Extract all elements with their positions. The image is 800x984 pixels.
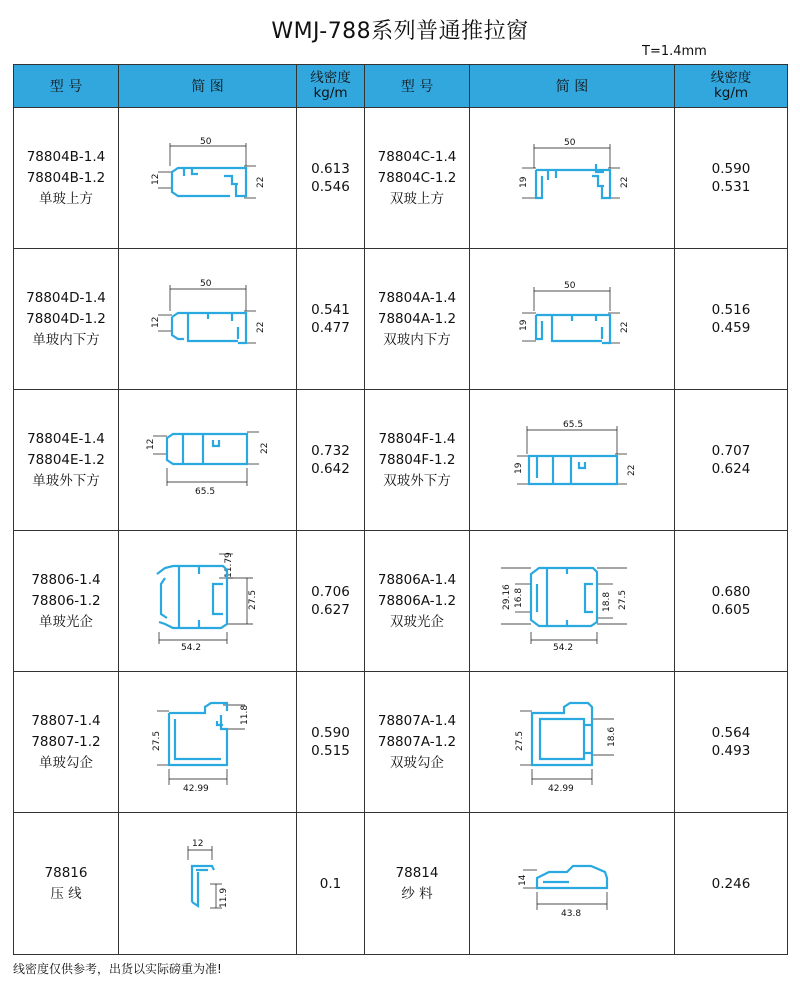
density-cell: 0.590 0.531 bbox=[675, 108, 788, 249]
profile-double-plain-stile-icon bbox=[470, 531, 675, 672]
svg-text:22: 22 bbox=[627, 464, 637, 476]
model-cell: 78806-1.4 78806-1.2 单玻光企 bbox=[14, 531, 119, 672]
svg-text:11.9: 11.9 bbox=[218, 887, 229, 908]
svg-text:22: 22 bbox=[259, 442, 270, 454]
svg-text:11.79: 11.79 bbox=[223, 552, 234, 578]
svg-text:27.5: 27.5 bbox=[151, 730, 162, 751]
density-cell: 0.516 0.459 bbox=[675, 249, 788, 390]
glazing-bead-icon bbox=[119, 813, 297, 955]
table-row bbox=[14, 672, 788, 813]
svg-text:16.8: 16.8 bbox=[514, 587, 524, 608]
svg-text:11.8: 11.8 bbox=[239, 704, 250, 725]
density-cell: 0.541 0.477 bbox=[297, 249, 365, 390]
model-cell: 78804A-1.4 78804A-1.2 双玻内下方 bbox=[365, 249, 470, 390]
page-title: WMJ-788系列普通推拉窗 bbox=[271, 19, 529, 44]
table-row bbox=[14, 108, 788, 249]
density-cell: 0.707 0.624 bbox=[675, 390, 788, 531]
thickness-label: T=1.4mm bbox=[642, 44, 707, 59]
table-row bbox=[14, 531, 788, 672]
svg-text:22: 22 bbox=[255, 176, 266, 188]
svg-text:12: 12 bbox=[150, 173, 161, 185]
table-row bbox=[14, 390, 788, 531]
model-cell: 78814 纱 料 bbox=[365, 813, 470, 955]
svg-text:19: 19 bbox=[519, 319, 529, 331]
svg-text:22: 22 bbox=[255, 321, 266, 333]
model-cell: 78816 压 线 bbox=[14, 813, 119, 955]
svg-text:43.8: 43.8 bbox=[561, 908, 582, 919]
model-cell: 78807-1.4 78807-1.2 单玻勾企 bbox=[14, 672, 119, 813]
table-header bbox=[14, 65, 788, 108]
svg-text:19: 19 bbox=[514, 462, 524, 474]
profile-double-outer-lower-icon bbox=[470, 390, 675, 531]
profile-single-upper-icon bbox=[119, 108, 297, 249]
svg-text:18.8: 18.8 bbox=[602, 591, 612, 612]
model-cell: 78807A-1.4 78807A-1.2 双玻勾企 bbox=[365, 672, 470, 813]
svg-text:18.6: 18.6 bbox=[607, 726, 617, 747]
profile-table bbox=[13, 64, 788, 955]
screen-profile-icon bbox=[470, 813, 675, 955]
svg-text:50: 50 bbox=[564, 281, 576, 291]
density-cell: 0.680 0.605 bbox=[675, 531, 788, 672]
profile-single-hook-stile-icon bbox=[119, 672, 297, 813]
header-figure: 简 图 bbox=[119, 65, 297, 108]
svg-text:50: 50 bbox=[199, 279, 211, 289]
header-figure: 简 图 bbox=[470, 65, 675, 108]
svg-text:27.5: 27.5 bbox=[618, 589, 628, 610]
svg-text:27.5: 27.5 bbox=[515, 730, 525, 751]
svg-text:22: 22 bbox=[620, 176, 630, 188]
footnote: 线密度仅供参考，出货以实际磅重为准! bbox=[13, 962, 222, 976]
header-density: 线密度 kg/m bbox=[675, 65, 788, 108]
table-row bbox=[14, 813, 788, 955]
svg-text:65.5: 65.5 bbox=[194, 487, 215, 497]
table-row bbox=[14, 249, 788, 390]
density-cell: 0.246 bbox=[675, 813, 788, 955]
density-cell: 0.1 bbox=[297, 813, 365, 955]
svg-text:27.5: 27.5 bbox=[247, 589, 258, 610]
profile-single-outer-lower-icon bbox=[119, 390, 297, 531]
density-cell: 0.590 0.515 bbox=[297, 672, 365, 813]
svg-text:12: 12 bbox=[150, 316, 161, 328]
svg-text:42.99: 42.99 bbox=[182, 784, 209, 794]
svg-text:50: 50 bbox=[564, 138, 576, 148]
header-model: 型 号 bbox=[365, 65, 470, 108]
svg-text:19: 19 bbox=[519, 176, 529, 188]
svg-text:12: 12 bbox=[191, 838, 203, 849]
model-cell: 78804C-1.4 78804C-1.2 双玻上方 bbox=[365, 108, 470, 249]
profile-double-upper-icon bbox=[470, 108, 675, 249]
density-cell: 0.613 0.546 bbox=[297, 108, 365, 249]
svg-text:50: 50 bbox=[199, 137, 211, 147]
svg-text:42.99: 42.99 bbox=[548, 784, 574, 794]
density-cell: 0.732 0.642 bbox=[297, 390, 365, 531]
svg-text:22: 22 bbox=[620, 321, 630, 333]
model-cell: 78804F-1.4 78804F-1.2 双玻外下方 bbox=[365, 390, 470, 531]
model-cell: 78804E-1.4 78804E-1.2 单玻外下方 bbox=[14, 390, 119, 531]
model-cell: 78804D-1.4 78804D-1.2 单玻内下方 bbox=[14, 249, 119, 390]
density-cell: 0.564 0.493 bbox=[675, 672, 788, 813]
svg-text:65.5: 65.5 bbox=[563, 420, 584, 430]
profile-single-inner-lower-icon bbox=[119, 249, 297, 390]
profile-double-hook-stile-icon bbox=[470, 672, 675, 813]
profile-single-plain-stile-icon bbox=[119, 531, 297, 672]
svg-text:14: 14 bbox=[518, 874, 528, 886]
header-density: 线密度 kg/m bbox=[297, 65, 365, 108]
density-cell: 0.706 0.627 bbox=[297, 531, 365, 672]
model-cell: 78804B-1.4 78804B-1.2 单玻上方 bbox=[14, 108, 119, 249]
svg-text:54.2: 54.2 bbox=[553, 643, 574, 653]
svg-text:29.16: 29.16 bbox=[502, 584, 512, 610]
profile-double-inner-lower-icon bbox=[470, 249, 675, 390]
svg-text:54.2: 54.2 bbox=[180, 643, 201, 653]
model-cell: 78806A-1.4 78806A-1.2 双玻光企 bbox=[365, 531, 470, 672]
svg-text:12: 12 bbox=[145, 438, 156, 450]
header-model: 型 号 bbox=[14, 65, 119, 108]
